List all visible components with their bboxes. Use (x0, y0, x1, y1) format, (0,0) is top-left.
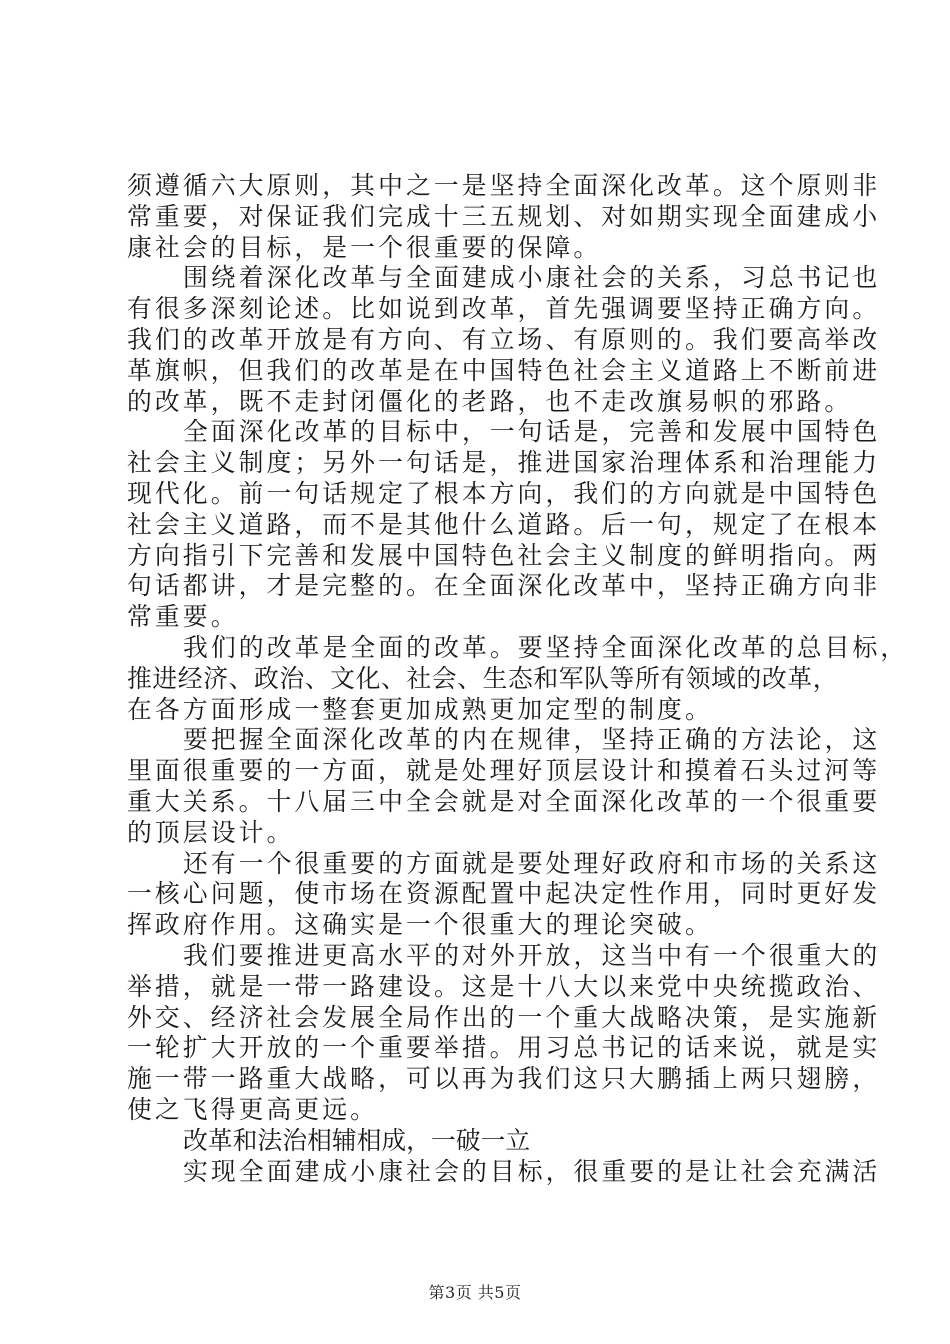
paragraph-first-line: 我们的改革是全面的改革。要坚持全面深化改革的总目标， (183, 632, 909, 662)
document-body (127, 171, 909, 1187)
text-line: 重大关系。十八届三中全会就是对全面深化改革的一个很重要 (127, 786, 881, 816)
text-line: 革旗帜，但我们的改革是在中国特色社会主义道路上不断前进 (127, 355, 881, 385)
text-line: 常重要。 (127, 602, 239, 632)
text-line: 句话都讲，才是完整的。在全面深化改革中，坚持正确方向非 (127, 571, 881, 601)
text-line: 施一带一路重大战略，可以再为我们这只大鹏插上两只翅膀， (127, 1064, 881, 1094)
text-line: 在各方面形成一整套更加成熟更加定型的制度。 (127, 694, 713, 724)
text-line: 有很多深刻论述。比如说到改革，首先强调要坚持正确方向。 (127, 294, 881, 324)
text-line: 外交、经济社会发展全局作出的一个重大战略决策，是实施新 (127, 1002, 881, 1032)
paragraph-first-line: 还有一个很重要的方面就是要处理好政府和市场的关系这 (183, 848, 881, 878)
paragraph-first-line: 全面深化改革的目标中，一句话是，完善和发展中国特色 (183, 417, 881, 447)
text-line: 一轮扩大开放的一个重要举措。用习总书记的话来说，就是实 (127, 1033, 881, 1063)
text-line: 方向指引下完善和发展中国特色社会主义制度的鲜明指向。两 (127, 540, 881, 570)
text-line: 我们的改革开放是有方向、有立场、有原则的。我们要高举改 (127, 324, 881, 354)
page-number-footer: 第3页 共5页 (428, 1283, 522, 1302)
text-line: 常重要，对保证我们完成十三五规划、对如期实现全面建成小 (127, 201, 881, 231)
text-line: 推进经济、政治、文化、社会、生态和军队等所有领域的改革， (127, 663, 839, 693)
text-line: 的改革，既不走封闭僵化的老路，也不走改旗易帜的邪路。 (127, 386, 853, 416)
paragraph-first-line: 围绕着深化改革与全面建成小康社会的关系，习总书记也 (183, 263, 881, 293)
section-heading: 改革和法治相辅相成，一破一立 (183, 1125, 531, 1155)
text-line: 的顶层设计。 (127, 817, 295, 847)
text-line: 康社会的目标，是一个很重要的保障。 (127, 232, 602, 262)
paragraph-first-line: 实现全面建成小康社会的目标，很重要的是让社会充满活 (183, 1156, 881, 1186)
text-line: 须遵循六大原则，其中之一是坚持全面深化改革。这个原则非 (127, 171, 881, 200)
text-line: 社会主义道路，而不是其他什么道路。后一句，规定了在根本 (127, 509, 881, 539)
paragraph-first-line: 我们要推进更高水平的对外开放，这当中有一个很重大的 (183, 940, 881, 970)
text-line: 里面很重要的一方面，就是处理好顶层设计和摸着石头过河等 (127, 756, 881, 786)
text-line: 使之飞得更高更远。 (127, 1094, 379, 1124)
text-line: 一核心问题，使市场在资源配置中起决定性作用，同时更好发 (127, 879, 881, 909)
text-line: 现代化。前一句话规定了根本方向，我们的方向就是中国特色 (127, 478, 881, 508)
text-line: 社会主义制度；另外一句话是，推进国家治理体系和治理能力 (127, 448, 881, 478)
paragraph-first-line: 要把握全面深化改革的内在规律，坚持正确的方法论，这 (183, 725, 881, 755)
text-line: 挥政府作用。这确实是一个很重大的理论突破。 (127, 910, 713, 940)
text-line: 举措，就是一带一路建设。这是十八大以来党中央统揽政治、 (127, 971, 881, 1001)
